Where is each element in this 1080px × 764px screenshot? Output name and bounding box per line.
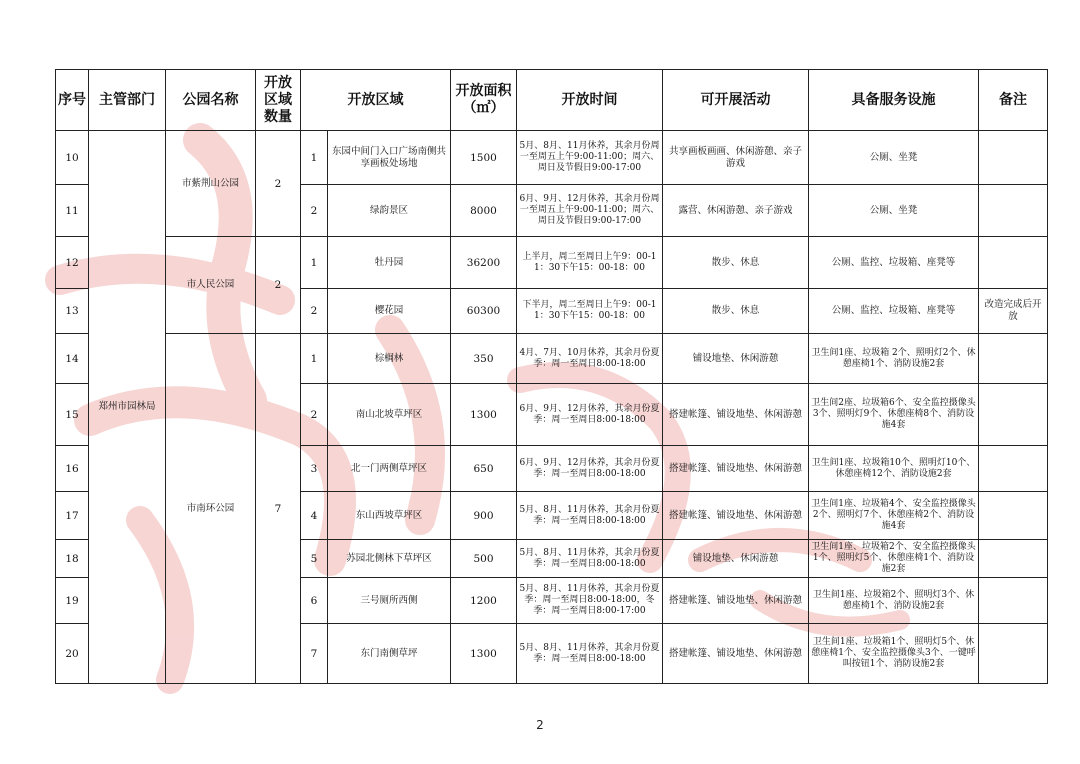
row-size: 8000 [451,185,517,237]
header-count: 开放区域数量 [256,70,301,131]
row-seq: 20 [56,624,89,684]
row-idx: 2 [301,289,328,334]
row-activities: 铺设地垫、休闲游憩 [663,540,809,578]
park-name-cell: 市紫荆山公园 [166,131,256,237]
row-area: 苏园北侧林下草坪区 [328,540,451,578]
row-facilities: 卫生间2座、垃圾箱6个、安全监控摄像头3个、照明灯9个、休憩座椅8个、消防设施4套 [809,384,979,446]
park-open-area-table [55,69,1048,684]
row-seq: 18 [56,540,89,578]
row-size: 60300 [451,289,517,334]
row-idx: 5 [301,540,328,578]
table-row [56,237,1048,289]
page-number: 2 [536,718,544,732]
table-header-row [56,70,1048,131]
row-area: 棕榈林 [328,334,451,384]
row-idx: 2 [301,384,328,446]
row-seq: 16 [56,446,89,492]
row-size: 1200 [451,578,517,624]
header-facilities: 具备服务设施 [809,70,979,131]
row-idx: 1 [301,237,328,289]
row-activities: 搭建帐篷、铺设地垫、休闲游憩 [663,492,809,540]
row-activities: 散步、休息 [663,237,809,289]
row-remark [979,624,1048,684]
row-time: 4月、7月、10月休养，其余月份夏季：周一至周日8:00-18:00 [517,334,663,384]
row-size: 350 [451,334,517,384]
row-seq: 14 [56,334,89,384]
row-area: 绿韵景区 [328,185,451,237]
header-activities: 可开展活动 [663,70,809,131]
row-remark [979,446,1048,492]
row-activities: 搭建帐篷、铺设地垫、休闲游憩 [663,446,809,492]
row-facilities: 卫生间1座、垃圾箱 2个、照明灯2个、休憩座椅1个、消防设施2套 [809,334,979,384]
park-count-cell: 2 [256,237,301,334]
row-time: 5月、8月、11月休养，其余月份周一至周五上午9:00-11:00；周六、周日及节假日9:00-17:00 [517,131,663,185]
header-time: 开放时间 [517,70,663,131]
row-time: 5月、8月、11月休养，其余月份夏季：周一至周日8:00-18:00 [517,624,663,684]
table-row [56,334,1048,384]
row-activities: 铺设地垫、休闲游憩 [663,334,809,384]
row-facilities: 卫生间1座、垃圾箱1个、照明灯5个、休憩座椅1个、安全监控摄像头3个、一键呼叫按钮1个、消防设施2套 [809,624,979,684]
table-row [56,131,1048,185]
row-facilities: 公厕、监控、垃圾箱、座凳等 [809,237,979,289]
row-size: 900 [451,492,517,540]
row-remark [979,131,1048,185]
row-facilities: 公厕、坐凳 [809,131,979,185]
row-idx: 4 [301,492,328,540]
row-time: 6月、9月、12月休养，其余月份夏季：周一至周日8:00-18:00 [517,384,663,446]
row-time: 5月、8月、11月休养，其余月份夏季：周一至周日8:00-18:00，冬季：周一至周日8:00-17:00 [517,578,663,624]
row-facilities: 卫生间1座、垃圾箱2个、安全监控摄像头1个、照明灯5个、休憩座椅1个、消防设施2套 [809,540,979,578]
row-seq: 12 [56,237,89,289]
row-time: 上半月，周二至周日上午9：00-11：30下午15：00-18：00 [517,237,663,289]
row-remark [979,237,1048,289]
row-area: 三号厕所西侧 [328,578,451,624]
row-idx: 7 [301,624,328,684]
row-facilities: 公厕、监控、垃圾箱、座凳等 [809,289,979,334]
row-activities: 散步、休息 [663,289,809,334]
row-remark [979,492,1048,540]
header-park: 公园名称 [166,70,256,131]
row-activities: 露营、休闲游憩、亲子游戏 [663,185,809,237]
row-time: 6月、9月、12月休养，其余月份夏季：周一至周日8:00-18:00 [517,446,663,492]
row-time: 5月、8月、11月休养，其余月份夏季：周一至周日8:00-18:00 [517,492,663,540]
row-size: 650 [451,446,517,492]
row-size: 1300 [451,384,517,446]
row-remark [979,540,1048,578]
row-seq: 13 [56,289,89,334]
row-activities: 共享画板画画、休闲游憩、亲子游戏 [663,131,809,185]
row-remark [979,578,1048,624]
row-size: 36200 [451,237,517,289]
park-name-cell: 市南环公园 [166,334,256,684]
row-seq: 19 [56,578,89,624]
park-count-cell: 7 [256,334,301,684]
row-area: 南山北坡草坪区 [328,384,451,446]
row-facilities: 卫生间1座、垃圾箱2个、照明灯3个、休憩座椅1个、消防设施2套 [809,578,979,624]
row-size: 1300 [451,624,517,684]
row-idx: 3 [301,446,328,492]
row-activities: 搭建帐篷、铺设地垫、休闲游憩 [663,578,809,624]
row-size: 500 [451,540,517,578]
park-count-cell: 2 [256,131,301,237]
row-time: 5月、8月、11月休养，其余月份夏季：周一至周日8:00-18:00 [517,540,663,578]
row-facilities: 卫生间1座、垃圾箱4个、安全监控摄像头2个、照明灯7个、休憩座椅2个、消防设施4套 [809,492,979,540]
row-remark [979,384,1048,446]
row-area: 樱花园 [328,289,451,334]
row-area: 牡丹园 [328,237,451,289]
row-remark: 改造完成后开放 [979,289,1048,334]
department-cell: 郑州市园林局 [89,131,166,684]
row-area: 东门南侧草坪 [328,624,451,684]
header-area-name: 开放区域 [301,70,451,131]
header-remark: 备注 [979,70,1048,131]
row-remark [979,334,1048,384]
row-idx: 6 [301,578,328,624]
row-idx: 1 [301,131,328,185]
row-seq: 15 [56,384,89,446]
row-time: 6月、9月、12月休养，其余月份周一至周五上午9:00-11:00；周六、周日及节假日9:00-17:00 [517,185,663,237]
header-seq: 序号 [56,70,89,131]
row-area: 东山西坡草坪区 [328,492,451,540]
row-seq: 10 [56,131,89,185]
row-remark [979,185,1048,237]
row-area: 北一门两侧草坪区 [328,446,451,492]
park-name-cell: 市人民公园 [166,237,256,334]
row-idx: 2 [301,185,328,237]
row-seq: 11 [56,185,89,237]
header-area-size: 开放面积（㎡） [451,70,517,131]
row-activities: 搭建帐篷、铺设地垫、休闲游憩 [663,384,809,446]
row-time: 下半月，周二至周日上午9：00-11：30下午15：00-18：00 [517,289,663,334]
row-facilities: 公厕、坐凳 [809,185,979,237]
row-seq: 17 [56,492,89,540]
row-activities: 搭建帐篷、铺设地垫、休闲游憩 [663,624,809,684]
row-area: 东园中间门入口广场南侧共享画板处场地 [328,131,451,185]
header-dept: 主管部门 [89,70,166,131]
row-idx: 1 [301,334,328,384]
row-size: 1500 [451,131,517,185]
row-facilities: 卫生间1座、垃圾箱10个、照明灯10个、休憩座椅12个、消防设施2套 [809,446,979,492]
